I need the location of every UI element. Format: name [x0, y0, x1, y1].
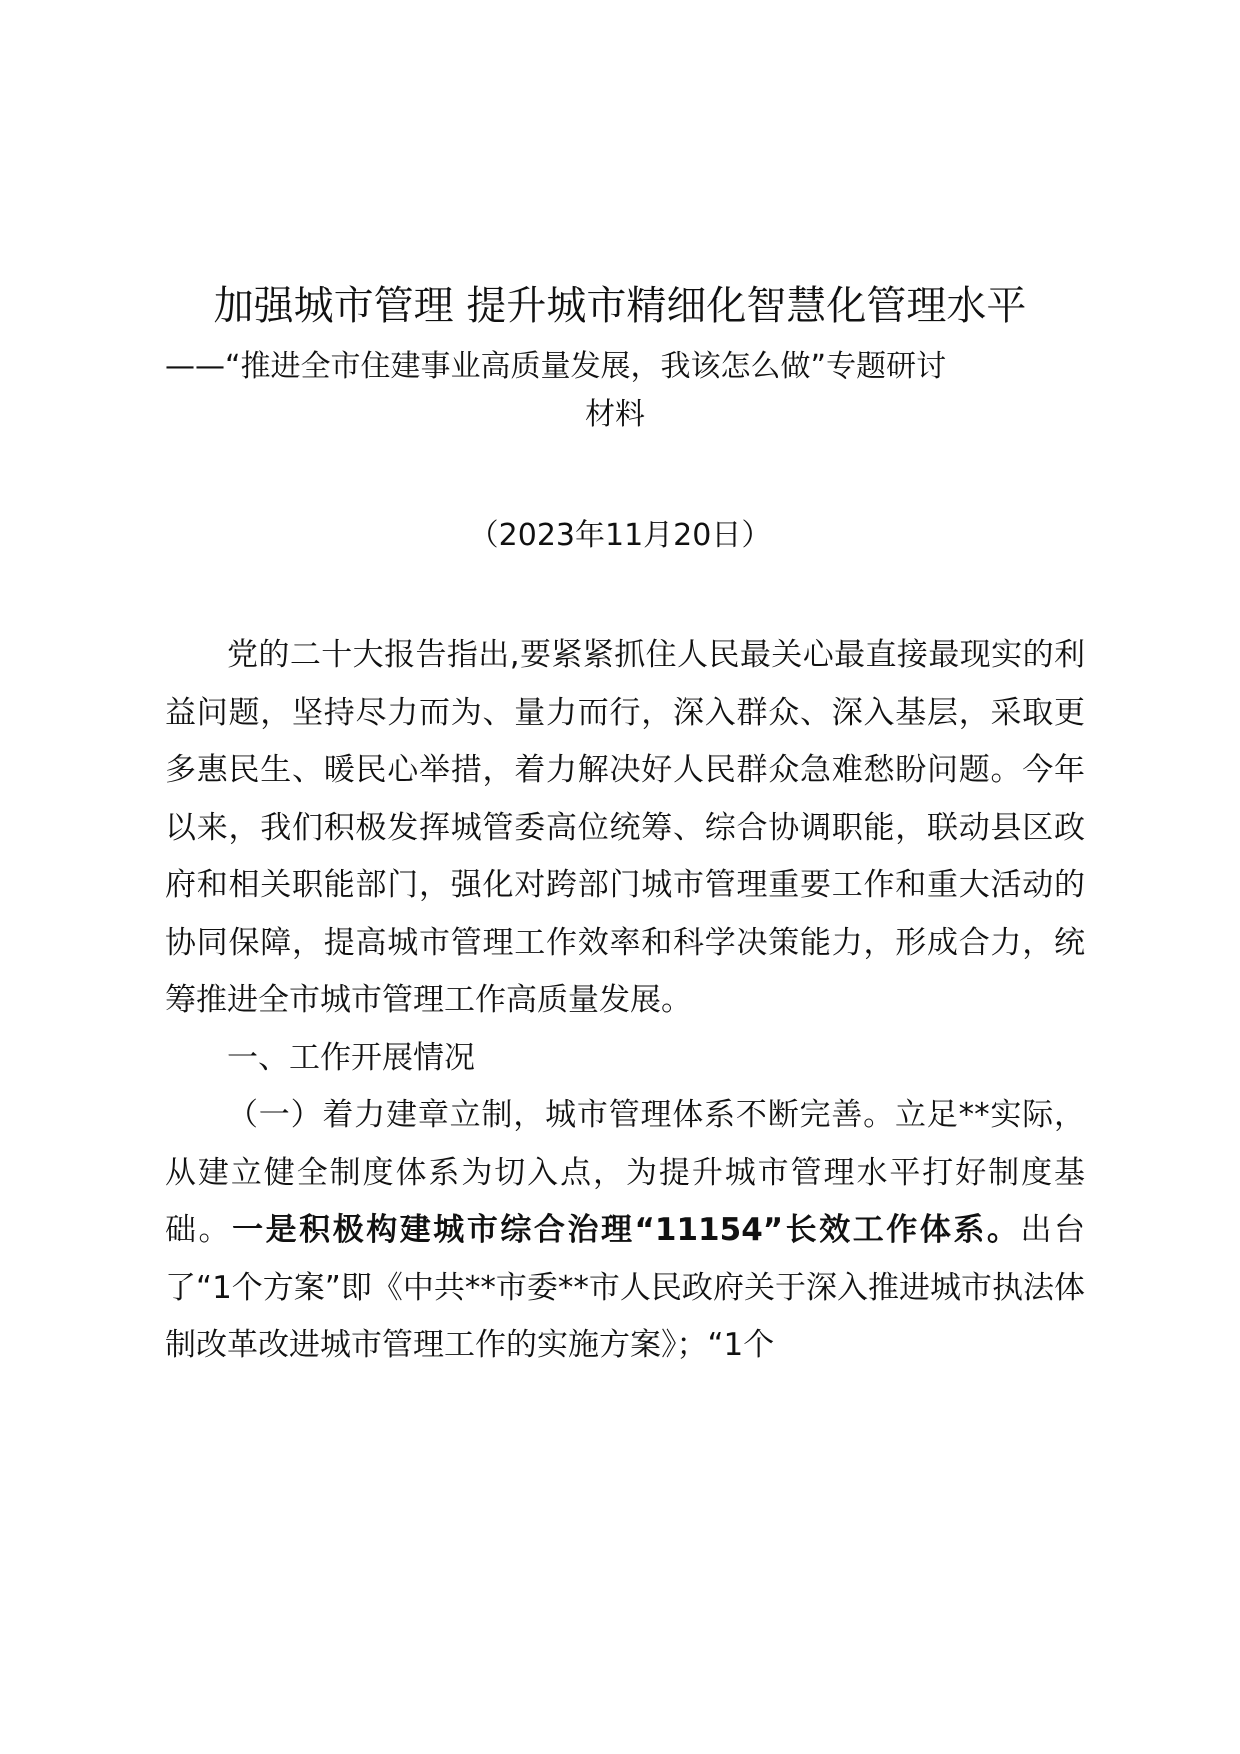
document-date: （2023年11月20日） [468, 518, 772, 553]
document-body [165, 627, 1085, 1375]
paragraph-section-1-end: 出台了“1个方案”即《中共**市委**市人民政府关于深入推进城市执法体制改革改进城市管理工作的实施方案》；“1个 [165, 1212, 1085, 1363]
paragraph-section-1-bold: 一是积极构建城市综合治理“11154”长效工作体系。 [232, 1212, 1021, 1248]
document-title: 加强城市管理 提升城市精细化智慧化管理水平 [213, 283, 1027, 329]
section-heading: 一、工作开展情况 [227, 1039, 475, 1076]
paragraph-section-1 [165, 1087, 1085, 1375]
subtitle-line-1: ——“推进全市住建事业高质量发展，我该怎么做”专题研讨 [165, 349, 947, 384]
document-subtitle [165, 343, 1065, 439]
subtitle-line-2: 材料 [585, 397, 645, 432]
paragraph-intro: 党的二十大报告指出,要紧紧抓住人民最关心最直接最现实的利益问题，坚持尽力而为、量力而行，深入群众、深入基层，采取更多惠民生、暖民心举措，着力解决好人民群众急难愁盼问题。今年以来，我们积极发挥城管委高位统筹、综合协调职能，联动县区政府和相关职能部门，强化对跨部门城市管理重要工作和重大活动的协同保障，提高城市管理工作效率和科学决策能力，形成合力，统筹推进全市城市管理工作高质量发展。 [165, 637, 1085, 1018]
paragraph-section-1-start: （一）着力建章立制，城市管理体系不断完善。立足**实际，从建立健全制度体系为切入点，为提升城市管理水平打好制度基础。 [165, 1097, 1085, 1248]
